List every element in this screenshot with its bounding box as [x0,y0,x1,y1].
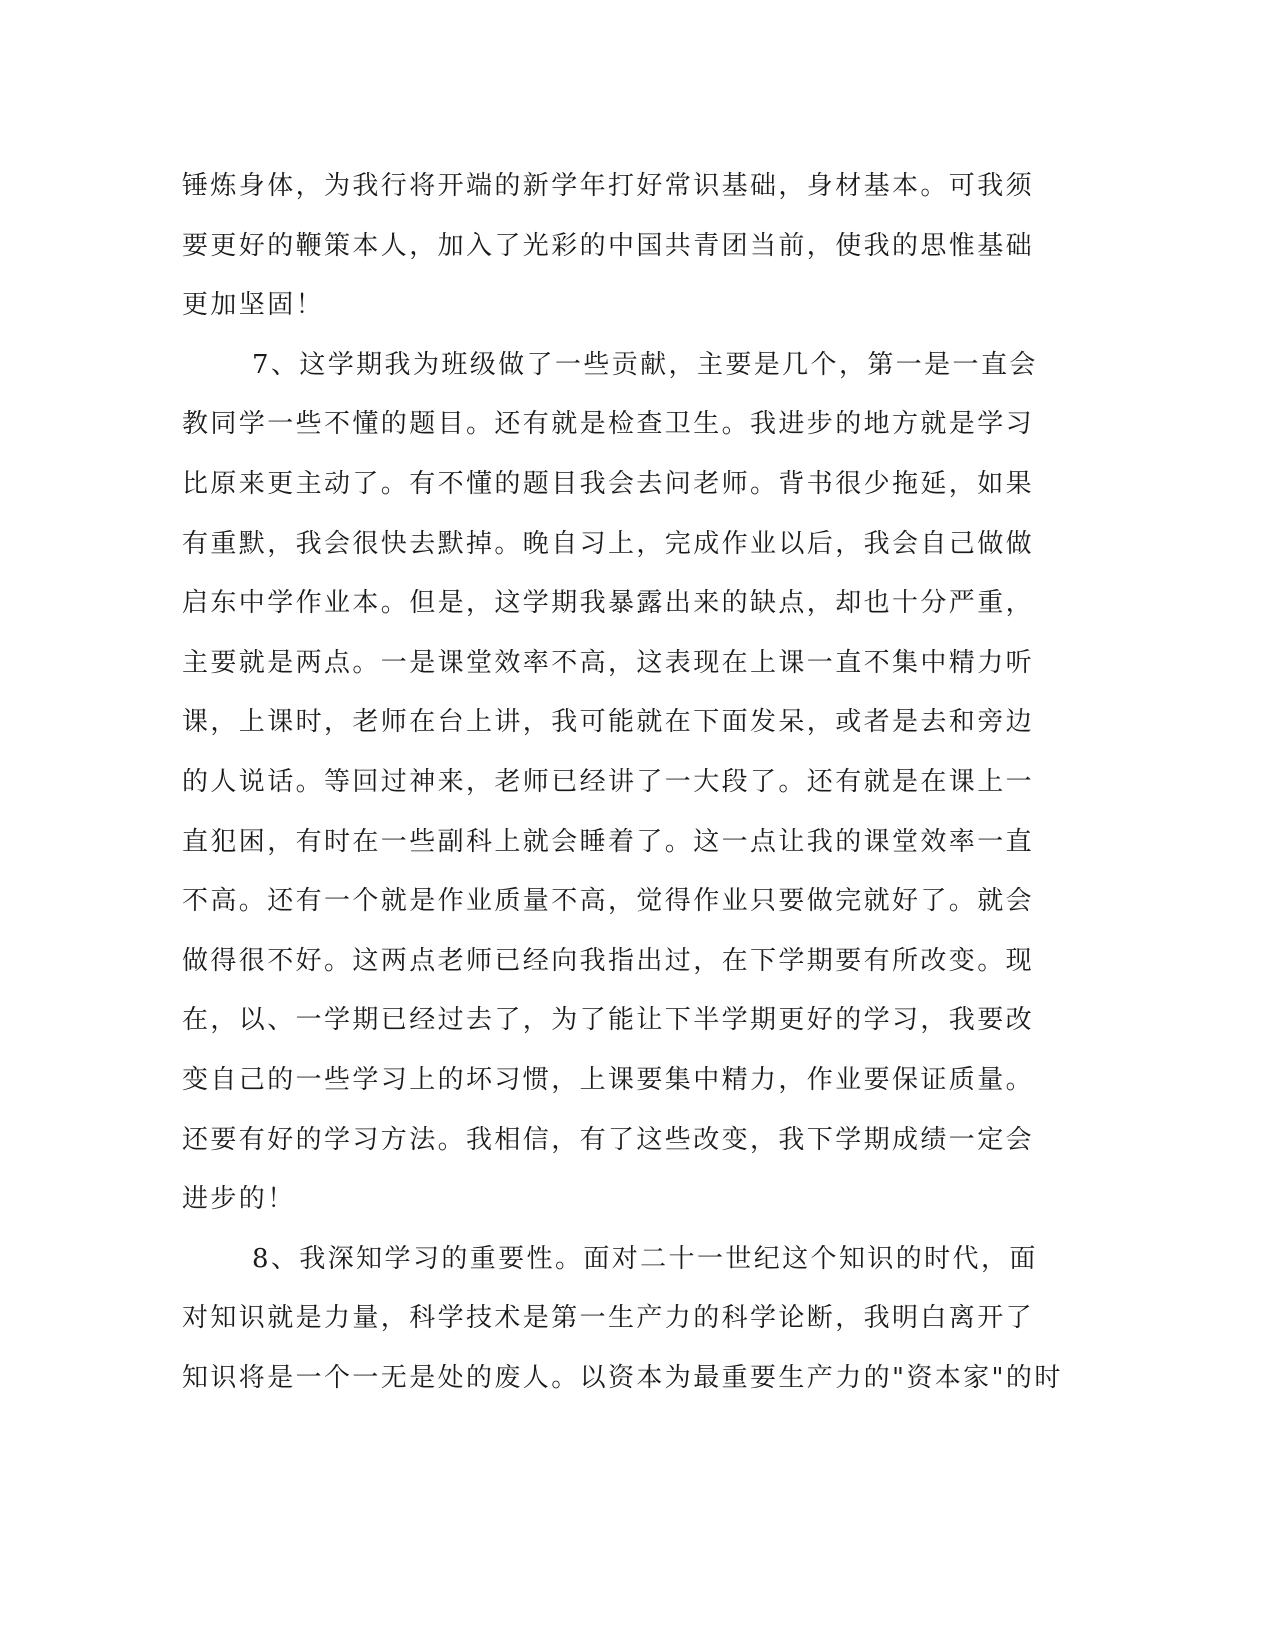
text-line: 启东中学作业本。但是，这学期我暴露出来的缺点，却也十分严重， [182,588,1035,619]
text-line: 不高。还有一个就是作业质量不高，觉得作业只要做完就好了。就会 [182,886,1035,917]
text-line: 主要就是两点。一是课堂效率不高，这表现在上课一直不集中精力听 [182,647,1035,678]
paragraph-7-first-line: 7、这学期我为班级做了一些贡献，主要是几个，第一是一直会 [252,349,1038,380]
text-line: 直犯困，有时在一些副科上就会睡着了。这一点让我的课堂效率一直 [182,826,1035,857]
text-line: 要更好的鞭策本人，加入了光彩的中国共青团当前，使我的思惟基础 [182,230,1035,261]
text-line: 做得很不好。这两点老师已经向我指出过，在下学期要有所改变。现 [182,945,1035,976]
paragraph-8-first-line: 8、我深知学习的重要性。面对二十一世纪这个知识的时代，面 [252,1243,1038,1274]
text-line: 有重默，我会很快去默掉。晚自习上，完成作业以后，我会自己做做 [182,528,1035,559]
text-line: 课，上课时，老师在台上讲，我可能就在下面发呆，或者是去和旁边 [182,707,1035,738]
text-line: 教同学一些不懂的题目。还有就是检查卫生。我进步的地方就是学习 [182,409,1035,440]
text-line: 对知识就是力量，科学技术是第一生产力的科学论断，我明白离开了 [182,1303,1035,1334]
text-line: 锤炼身体，为我行将开端的新学年打好常识基础，身材基本。可我须 [182,171,1035,201]
text-line: 更加坚固！ [182,290,325,321]
text-line: 还要有好的学习方法。我相信，有了这些改变，我下学期成绩一定会 [182,1124,1035,1155]
text-line: 比原来更主动了。有不懂的题目我会去问老师。背书很少拖延，如果 [182,468,1035,499]
text-line: 进步的！ [182,1184,296,1215]
text-line: 知识将是一个一无是处的废人。以资本为最重要生产力的"资本家"的时 [182,1362,1063,1393]
text-line: 变自己的一些学习上的坏习惯，上课要集中精力，作业要保证质量。 [182,1064,1035,1095]
document-body [182,157,1062,1408]
text-line: 的人说话。等回过神来，老师已经讲了一大段了。还有就是在课上一 [182,766,1035,797]
text-line: 在，以、一学期已经过去了，为了能让下半学期更好的学习，我要改 [182,1005,1035,1036]
